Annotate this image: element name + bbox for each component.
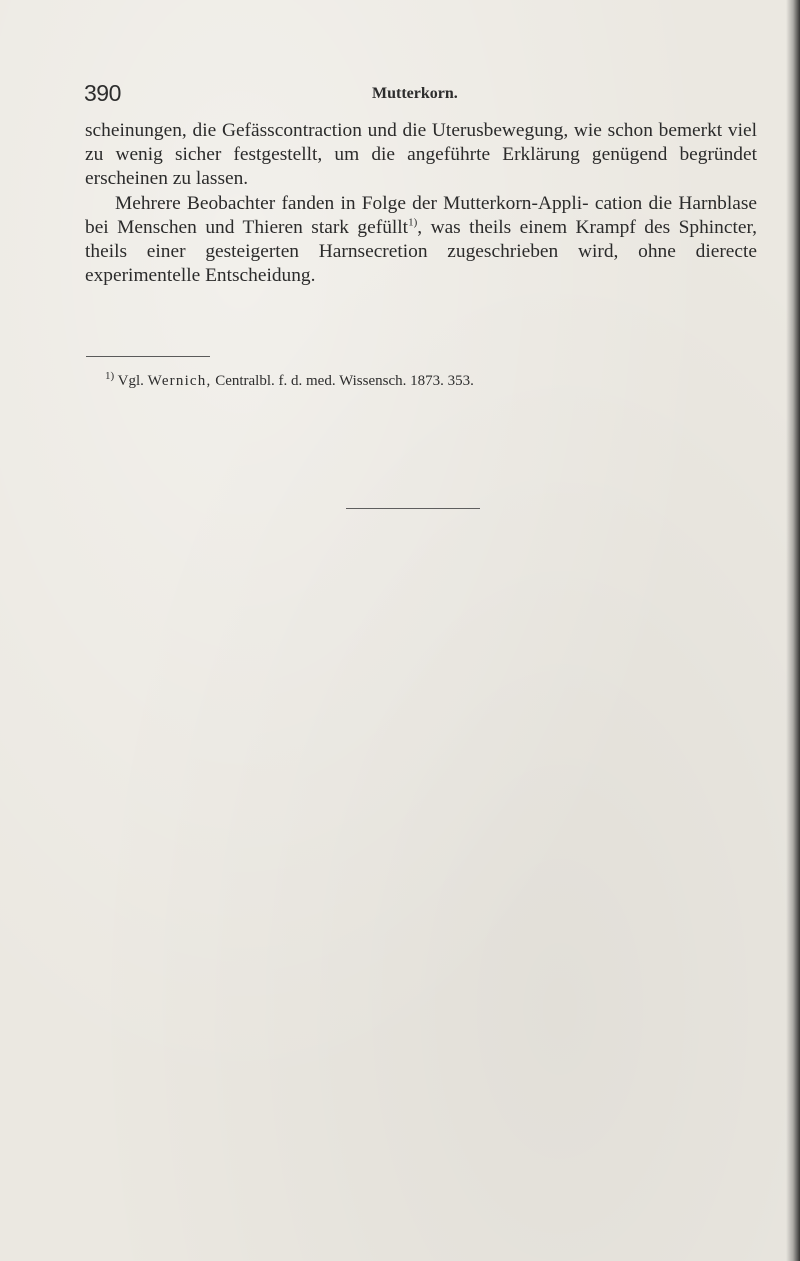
paragraph-continued bbox=[85, 119, 757, 192]
text-line: was theils einem Krampf des Sphincter, theils einer gesteigerten bbox=[85, 216, 757, 263]
text-line: Erklärung genügend begründet erscheinen zu lassen. bbox=[85, 144, 757, 190]
section-end-rule bbox=[346, 508, 480, 509]
text-line: Harnsecretion zugeschrieben wird, ohne dierecte experimentelle bbox=[85, 241, 757, 287]
text-line: Entscheidung. bbox=[205, 265, 316, 287]
text-line: Mehrere Beobachter fanden in Folge der Mutterkorn-Appli- bbox=[115, 192, 589, 214]
body-text bbox=[85, 119, 757, 288]
text-punctuation: , bbox=[417, 216, 423, 238]
running-title: Mutterkorn. bbox=[372, 85, 458, 102]
page-number: 390 bbox=[84, 80, 121, 106]
footnote-prefix: Vgl. bbox=[117, 373, 144, 389]
footnote-citation: Centralbl. f. d. med. Wissensch. 1873. 353. bbox=[215, 373, 474, 389]
text-line: cation die Harnblase bei Menschen und Thieren stark gefüllt bbox=[85, 192, 757, 238]
footnote-author: Wernich, bbox=[147, 373, 212, 389]
text-line: schon bemerkt viel zu wenig sicher festgestellt, um die angeführte bbox=[85, 120, 757, 166]
footnote-reference[interactable]: 1) bbox=[408, 216, 418, 229]
footnote-marker: 1) bbox=[105, 370, 115, 382]
footnote-divider bbox=[86, 356, 210, 357]
footnote bbox=[105, 372, 745, 390]
paragraph bbox=[85, 192, 757, 289]
page-header bbox=[84, 80, 744, 110]
text-line: scheinungen, die Gefässcontraction und die Uterusbewegung, wie bbox=[85, 120, 602, 141]
page-edge-shadow bbox=[786, 0, 800, 1261]
